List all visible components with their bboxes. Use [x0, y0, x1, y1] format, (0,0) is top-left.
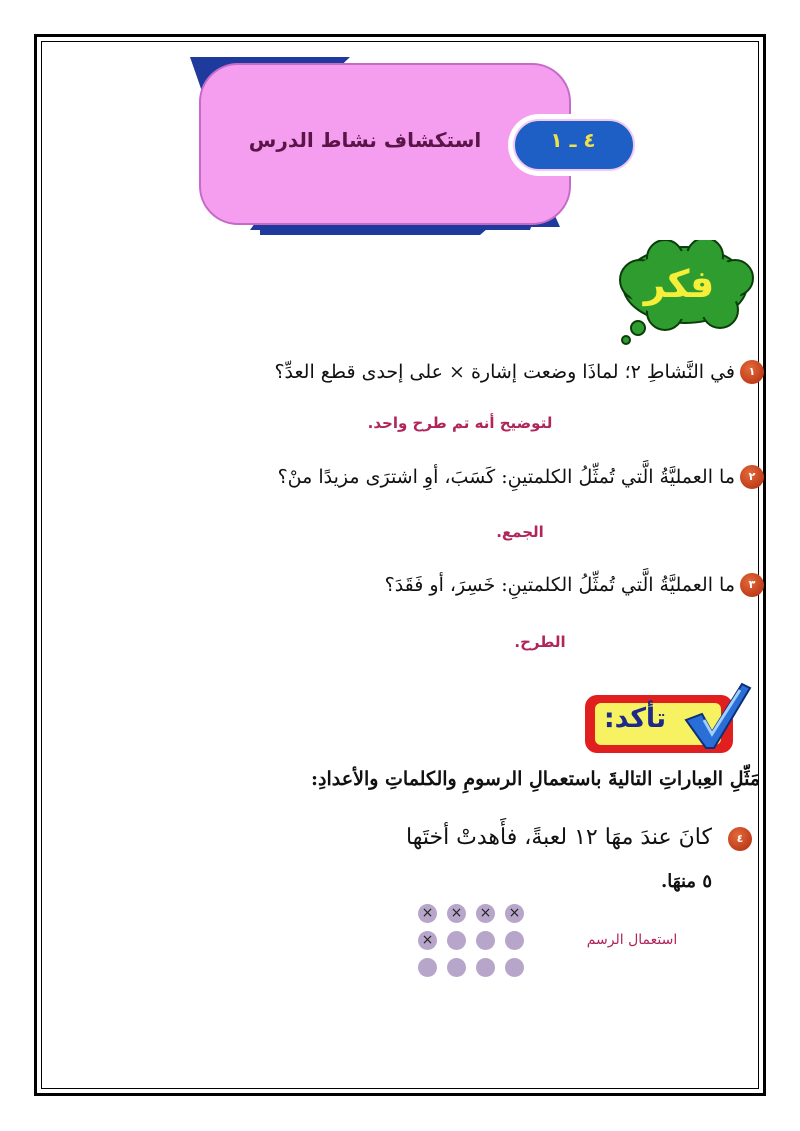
practice-instruction: مَثِّلِ العِباراتِ التاليةَ باستعمالِ الرسومِ والكلماتِ والأعدادِ:: [311, 768, 760, 790]
question-2-answer: الجمع.: [496, 523, 544, 541]
question-3-number: ٣: [740, 573, 764, 597]
lesson-title: استكشاف نشاط الدرس: [248, 128, 482, 152]
question-4-number: ٤: [728, 827, 752, 851]
counter: [505, 931, 524, 950]
lesson-number: ٤ ـ ١: [550, 128, 596, 152]
question-1-number: ١: [740, 360, 764, 384]
question-2-text: ما العمليَّةُ الَّتي تُمثِّلُ الكلمتينِ: كَسَبَ، أوِ اشترَى مزيدًا منْ؟: [277, 466, 735, 488]
question-4-line-1: كانَ عندَ مهَا ١٢ لعبةً، فأَهدتْ أختَها: [405, 825, 712, 850]
counter: [447, 931, 466, 950]
counter: [418, 958, 437, 977]
crossed-counter: ×: [418, 904, 437, 923]
question-3-text: ما العمليَّةُ الَّتي تُمثِّلُ الكلمتينِ: خَسِرَ، أو فَقَدَ؟: [384, 574, 735, 596]
crossed-counter: ×: [505, 904, 524, 923]
counter: [476, 958, 495, 977]
confirm-label: تأكد:: [603, 703, 667, 734]
question-2-number: ٢: [740, 465, 764, 489]
counters-drawing: [418, 904, 538, 984]
think-label: فكر: [643, 262, 715, 306]
question-3-answer: الطرح.: [514, 633, 566, 651]
counter: [476, 931, 495, 950]
checkmark-icon: [680, 680, 752, 752]
question-4-line-2: ٥ منهَا.: [660, 871, 712, 892]
question-1-text: في النَّشاطِ ٢؛ لماذَا وضعت إشارة × على إحدى قطع العدِّ؟: [274, 361, 735, 383]
counter: [505, 958, 524, 977]
drawing-label: استعمال الرسم: [586, 932, 678, 948]
counter: [447, 958, 466, 977]
question-1-answer: لتوضيح أنه تم طرح واحد.: [367, 414, 553, 432]
crossed-counter: ×: [447, 904, 466, 923]
crossed-counter: ×: [476, 904, 495, 923]
crossed-counter: ×: [418, 931, 437, 950]
